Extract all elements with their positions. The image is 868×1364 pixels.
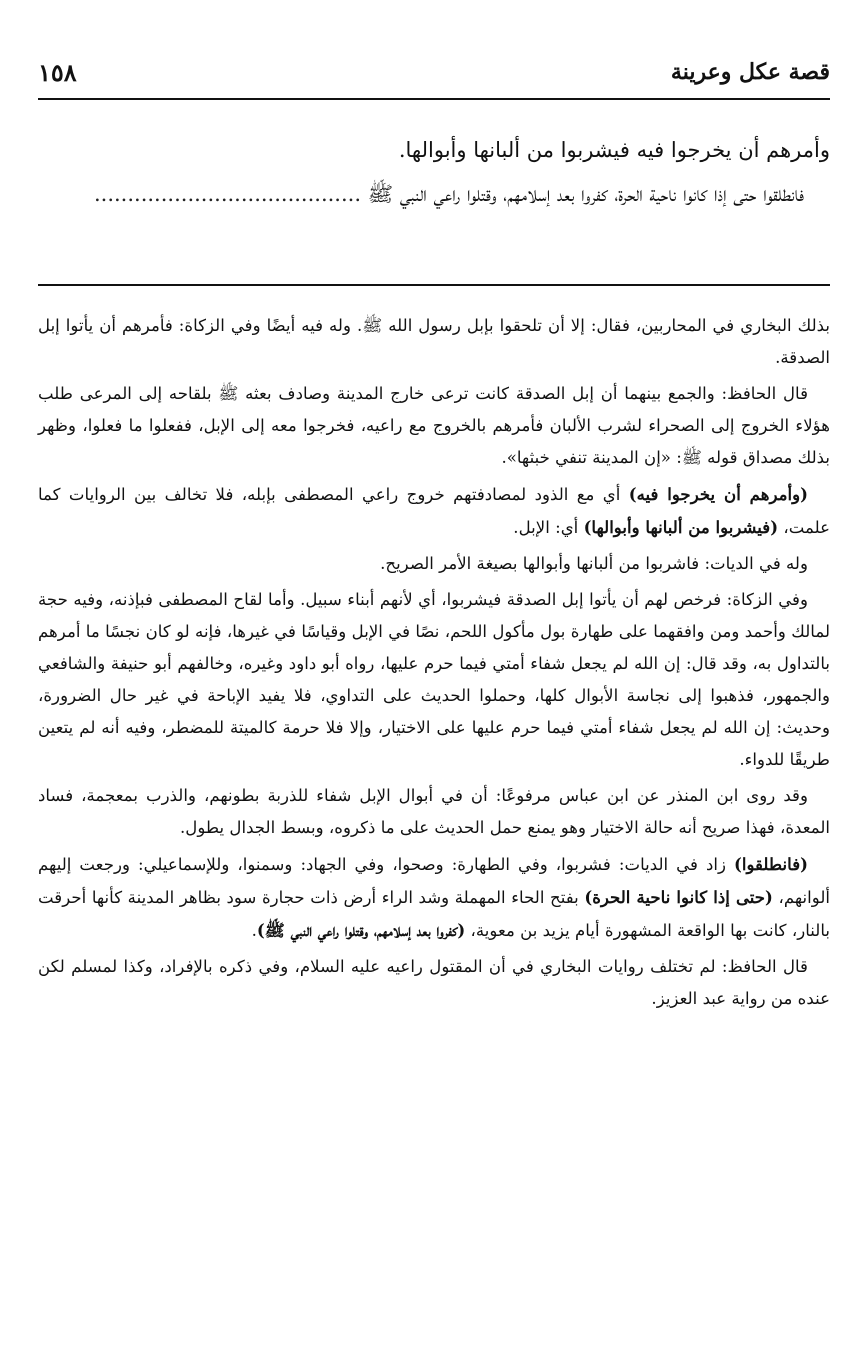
hadith-line: وأمرهم أن يخرجوا فيه فيشربوا من ألبانها وأبوالها. [398, 138, 830, 162]
commentary-paragraph [38, 951, 830, 1015]
commentary-paragraph [38, 584, 830, 776]
hadith-line [38, 172, 830, 216]
quoted-hadith-phrase: (فانطلقوا) [734, 854, 808, 874]
commentary-paragraph [38, 378, 830, 474]
quoted-hadith-phrase: (كفروا بعد إسلامهم، وقتلوا راعي النبي ﷺ) [256, 920, 466, 940]
commentary-paragraph [38, 780, 830, 844]
commentary-text: أي: الإبل. [513, 518, 584, 537]
page-header [38, 52, 830, 92]
commentary-text: . [251, 921, 257, 940]
commentary-paragraph [38, 548, 830, 580]
quoted-hadith-phrase: (حتى إذا كانوا ناحية الحرة) [584, 887, 773, 907]
page-number: ١٥٨ [38, 57, 77, 87]
header-rule [38, 98, 830, 100]
commentary-text: وقد روى ابن المنذر عن ابن عباس مرفوعًا: أن في أبوال الإبل شفاء للذربة بطونهم، والذرب بمعجمة، فساد المعدة، فهذا صريح أنه حالة الاختيار وهو يمنع حمل الحديث على ما ذكروه، وبسط الجدال يطول. [38, 786, 830, 837]
commentary-text: بذلك البخاري في المحاربين، فقال: إلا أن تلحقوا بإبل رسول الله ﷺ. وله فيه أيضًا وفي الزكاة: فأمرهم أن يأتوا إبل الصدقة. [38, 316, 830, 367]
commentary-text: زاد في الديات: فشربوا، وفي الطهارة: وصحوا، وفي الجهاد: وسمنوا، وللإسماعيلي: ورجعت إليهم ألوانهم، [38, 855, 830, 907]
commentary-paragraph [38, 848, 830, 947]
separator-rule [38, 284, 830, 286]
commentary-text: أي مع الذود لمصادفتهم خروج راعي المصطفى بإبله، فلا تخالف بين الروايات كما علمت، [38, 485, 830, 537]
commentary-text: قال الحافظ: والجمع بينهما أن إبل الصدقة كانت ترعى خارج المدينة وصادف بعثه ﷺ بلقاحه إلى المرعى طلب هؤلاء الخروج إلى الصحراء لشرب الألبان فأمرهم بالخروج مع راعيه، فخرجوا معه إلى الإبل، ففعلوا ما فعلوا، وظهر بذلك مصداق قوله ﷺ: «إن المدينة تنفي خبثها». [38, 384, 830, 467]
commentary-paragraph [38, 478, 830, 544]
commentary-text: بفتح الحاء المهملة وشد الراء أرض ذات حجارة سود بظاهر المدينة كأنها أحرقت بالنار، كانت بها الواقعة المشهورة أيام يزيد بن معوية، [38, 888, 830, 940]
ellipsis-dots: ........................................ [93, 182, 361, 206]
commentary [38, 310, 830, 1019]
commentary-text: وله في الديات: فاشربوا من ألبانها وأبوالها بصيغة الأمر الصريح. [380, 554, 808, 573]
running-title: قصة عكل وعرينة [670, 59, 830, 85]
commentary-text: قال الحافظ: لم تختلف روايات البخاري في أن المقتول راعيه عليه السلام، وفي ذكره بالإفراد، وكذا لمسلم لكن عنده من رواية عبد العزيز. [38, 957, 830, 1008]
commentary-text: وفي الزكاة: فرخص لهم أن يأتوا إبل الصدقة فيشربوا، أي لأنهم أبناء سبيل. وأما لقاح المصطفى فبإذنه، وفيه حجة لمالك وأحمد ومن وافقهما على طهارة بول مأكول اللحم، نصًا في الإبل وقياسًا في غيرها، فإنه لو كان نجسًا ما أمرهم بالتداول به، وقد قال: إن الله لم يجعل شفاء أمتي فيما حرم عليها، رواه أبو داود وغيره، وخالفهم أبو حنيفة والشافعي والجمهور، فذهبوا إلى نجاسة الأبوال كلها، وحملوا الحديث على التداوي، فلا يفيد الإباحة في غير حال الضرورة، وحديث: إن الله لم يجعل شفاء أمتي فيما حرم عليها على الاختيار، وإلا فلا حرمة كالميتة للمضطر، وفيه أنه لم يتعين طريقًا للدواء. [38, 590, 830, 769]
quoted-hadith-phrase: (فيشربوا من ألبانها وأبوالها) [583, 517, 779, 537]
hadith-text [38, 128, 830, 216]
hadith-line-text: فانطلقوا حتى إذا كانوا ناحية الحرة، كفروا بعد إسلامهم، وقتلوا راعي النبي ﷺ [367, 182, 804, 206]
quoted-hadith-phrase: (وأمرهم أن يخرجوا فيه) [628, 484, 808, 504]
commentary-paragraph [38, 310, 830, 374]
